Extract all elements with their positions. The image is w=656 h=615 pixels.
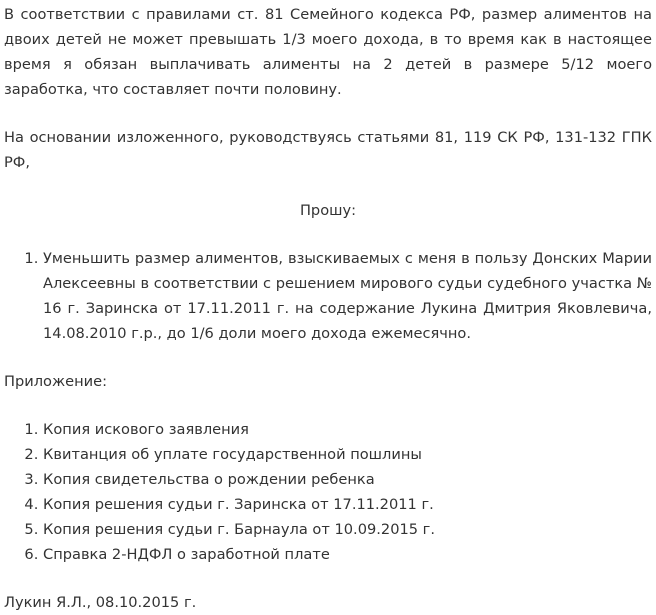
attachment-item: 2. Квитанция об уплате государственной пошлины	[43, 442, 652, 467]
attachment-item: 3. Копия свидетельства о рождении ребенка	[43, 467, 652, 492]
attachments-list	[4, 417, 652, 567]
request-heading: Прошу:	[299, 202, 357, 219]
request-item: 1. Уменьшить размер алиментов, взыскиваемых с меня в пользу Донских Марии Алексеевны в соответствии с решением мирового судьи судебного участка № 16 г. Заринска от 17.11.2011 г. на содержание Лукина Дмитрия Яковлевича, 14.08.2010 г.р., до 1/6 доли моего дохода ежемесячно.	[43, 246, 652, 346]
signature-line: Лукин Я.Л., 08.10.2015 г.	[4, 594, 197, 611]
paragraph-legal-basis: На основании изложенного, руководствуясь статьями 81, 119 СК РФ, 131-132 ГПК РФ,	[4, 129, 652, 171]
document-body	[4, 2, 652, 615]
paragraph-grounds: В соответствии с правилами ст. 81 Семейного кодекса РФ, размер алиментов на двоих детей не может превышать 1/3 моего дохода, в то время как в настоящее время я обязан выплачивать алименты на 2 детей в размере 5/12 моего заработка, что составляет почти половину.	[4, 6, 652, 98]
request-list	[4, 246, 652, 346]
attachment-item: 4. Копия решения судьи г. Заринска от 17.11.2011 г.	[43, 492, 652, 517]
attachment-item: 1. Копия искового заявления	[43, 417, 652, 442]
attachments-heading: Приложение:	[4, 373, 108, 390]
attachment-item: 6. Справка 2-НДФЛ о заработной плате	[43, 542, 652, 567]
attachment-item: 5. Копия решения судьи г. Барнаула от 10.09.2015 г.	[43, 517, 652, 542]
